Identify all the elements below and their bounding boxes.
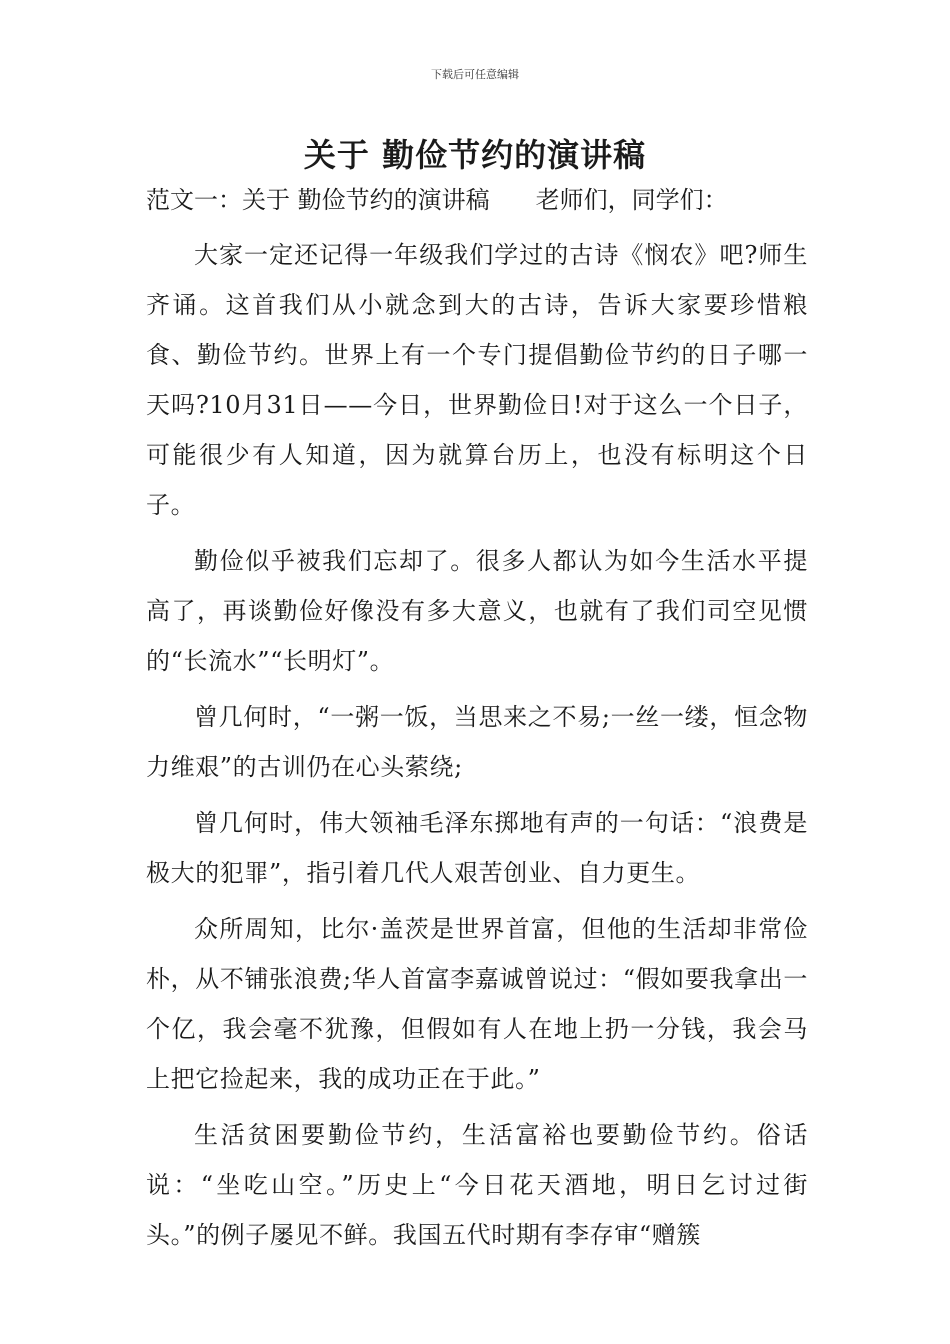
subtitle-left: 范文一：关于 勤俭节约的演讲稿: [146, 186, 490, 214]
paragraph-6: 生活贫困要勤俭节约，生活富裕也要勤俭节约。俗话说：“坐吃山空。”历史上“今日花天酒地，明日乞讨过街头。”的例子屡见不鲜。我国五代时期有李存审“赠簇: [146, 1121, 808, 1249]
paragraph-2: 勤俭似乎被我们忘却了。很多人都认为如今生活水平提高了，再谈勤俭好像没有多大意义，也就有了我们司空见惯的“长流水”“长明灯”。: [146, 547, 808, 675]
paragraph-4: 曾几何时，伟大领袖毛泽东掷地有声的一句话：“浪费是极大的犯罪”，指引着几代人艰苦创业、自力更生。: [146, 809, 808, 887]
paragraph-3: 曾几何时，“一粥一饭，当思来之不易;一丝一缕，恒念物力维艰”的古训仍在心头萦绕;: [146, 703, 808, 781]
paragraph-1: 大家一定还记得一年级我们学过的古诗《悯农》吧?师生齐诵。这首我们从小就念到大的古诗，告诉大家要珍惜粮食、勤俭节约。世界上有一个专门提倡勤俭节约的日子哪一天吗?10月31日——今日，世界勤俭日!对于这么一个日子，可能很少有人知道，因为就算台历上，也没有标明这个日子。: [146, 241, 808, 519]
subtitle-right: 老师们，同学们：: [535, 186, 728, 214]
subtitle-line: [146, 180, 808, 221]
page-header-note: 下载后可任意编辑: [431, 68, 519, 81]
document-title: 关于 勤俭节约的演讲稿: [303, 136, 647, 174]
document-body: [146, 180, 808, 1266]
paragraph-5: 众所周知，比尔·盖茨是世界首富，但他的生活却非常俭朴，从不铺张浪费;华人首富李嘉诚曾说过：“假如要我拿出一个亿，我会毫不犹豫，但假如有人在地上扔一分钱，我会马上把它捡起来，我的成功正在于此。”: [146, 915, 808, 1093]
